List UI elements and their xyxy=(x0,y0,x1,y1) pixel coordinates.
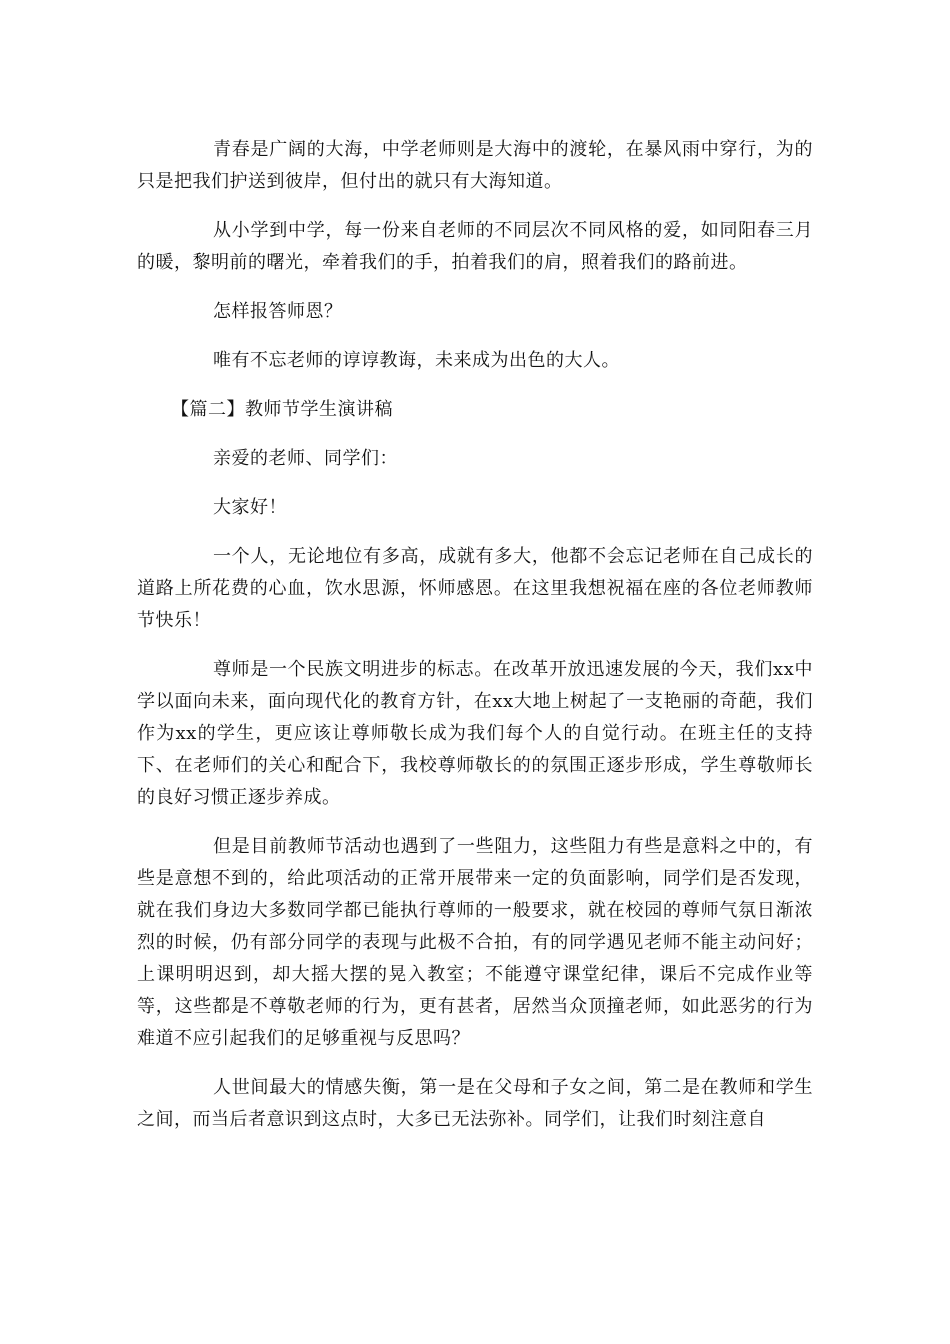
paragraph-10: 但是目前教师节活动也遇到了一些阻力，这些阻力有些是意料之中的，有些是意想不到的，给此项活动的正常开展带来一定的负面影响，同学们是否发现，就在我们身边大多数同学都已能执行尊师的一般要求，就在校园的尊师气氛日渐浓烈的时候，仍有部分同学的表现与此极不合拍，有的同学遇见老师不能主动问好；上课明明迟到，却大摇大摆的晃入教室；不能遵守课堂纪律，课后不完成作业等等，这些都是不尊敬老师的行为，更有甚者，居然当众顶撞老师，如此恶劣的行为难道不应引起我们的足够重视与反思吗？ xyxy=(137,836,813,1049)
paragraph-9: 尊师是一个民族文明进步的标志。在改革开放迅速发展的今天，我们xx中学以面向未来，面向现代化的教育方针，在xx大地上树起了一支艳丽的奇葩，我们作为xx的学生，更应该让尊师敬长成为我们每个人的自觉行动。在班主任的支持下、在老师们的关心和配合下，我校尊师敬长的的氛围正逐步形成，学生尊敬师长的良好习惯正逐步养成。 xyxy=(137,659,813,808)
paragraph-11: 人世间最大的情感失衡，第一是在父母和子女之间，第二是在教师和学生之间，而当后者意识到这点时，大多已无法弥补。同学们，让我们时刻注意自 xyxy=(137,1077,813,1130)
salutation: 亲爱的老师、同学们： xyxy=(213,448,398,469)
paragraph-1: 青春是广阔的大海，中学老师则是大海中的渡轮，在暴风雨中穿行，为的只是把我们护送到彼岸，但付出的就只有大海知道。 xyxy=(137,139,813,192)
paragraph-4: 唯有不忘老师的谆谆教诲，未来成为出色的大人。 xyxy=(213,350,620,371)
paragraph-3: 怎样报答师恩？ xyxy=(213,301,343,322)
paragraph-2: 从小学到中学，每一份来自老师的不同层次不同风格的爱，如同阳春三月的暖，黎明前的曙光，牵着我们的手，拍着我们的肩，照着我们的路前进。 xyxy=(137,220,813,273)
section-heading: 【篇二】教师节学生演讲稿 xyxy=(171,399,393,420)
document-page xyxy=(137,134,813,1153)
paragraph-8: 一个人，无论地位有多高，成就有多大，他都不会忘记老师在自己成长的道路上所花费的心血，饮水思源，怀师感恩。在这里我想祝福在座的各位老师教师节快乐！ xyxy=(137,546,813,631)
greeting: 大家好！ xyxy=(213,497,287,518)
